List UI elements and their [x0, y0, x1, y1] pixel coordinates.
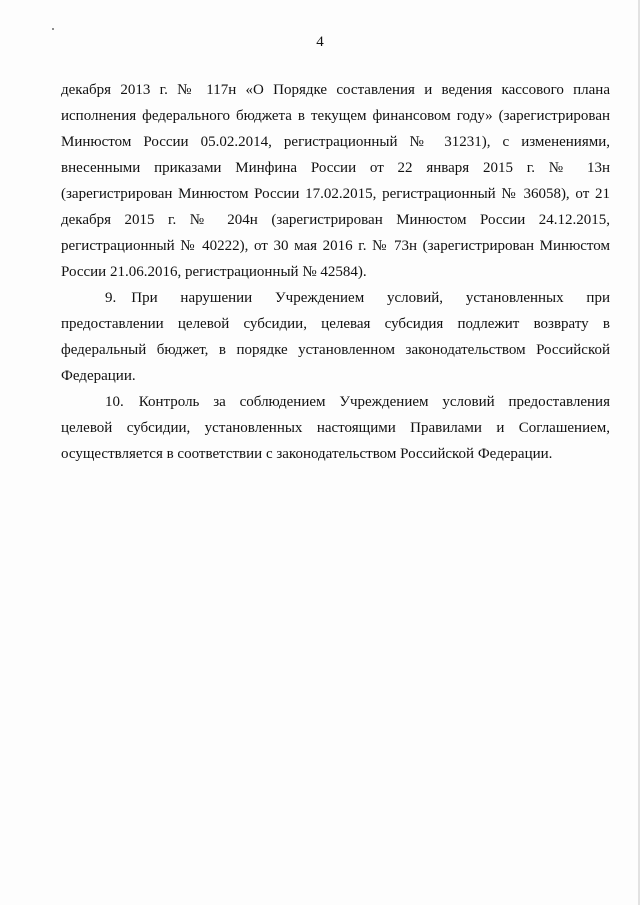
paragraph-continuation: декабря 2013 г. № 117н «О Порядке составления и ведения кассового плана исполнения федерального бюджета в текущем финансовом году» (зарегистрирован Минюстом России 05.02.2014, регистрационный № 31231), с изменениями, внесенными приказами Минфина России от 22 января 2015 г. № 13н (зарегистрирован Минюстом России 17.02.2015, регистрационный № 36058), от 21 декабря 2015 г. № 204н (зарегистрирован Минюстом России 24.12.2015, регистрационный № 40222), от 30 мая 2016 г. № 73н (зарегистрирован Минюстом России 21.06.2016, регистрационный № 42584).	[61, 82, 610, 280]
scan-speck	[52, 28, 54, 30]
page-number: 4	[316, 34, 324, 50]
paragraph-item-10: 10. Контроль за соблюдением Учреждением условий предоставления целевой субсидии, установленных настоящими Правилами и Соглашением, осуществляется в соответствии с законодательством Российской Федерации.	[61, 394, 610, 462]
document-body	[61, 77, 610, 467]
paragraph-item-9: 9. При нарушении Учреждением условий, установленных при предоставлении целевой субсидии, целевая субсидия подлежит возврату в федеральный бюджет, в порядке установленном законодательством Российской Федерации.	[61, 290, 610, 384]
